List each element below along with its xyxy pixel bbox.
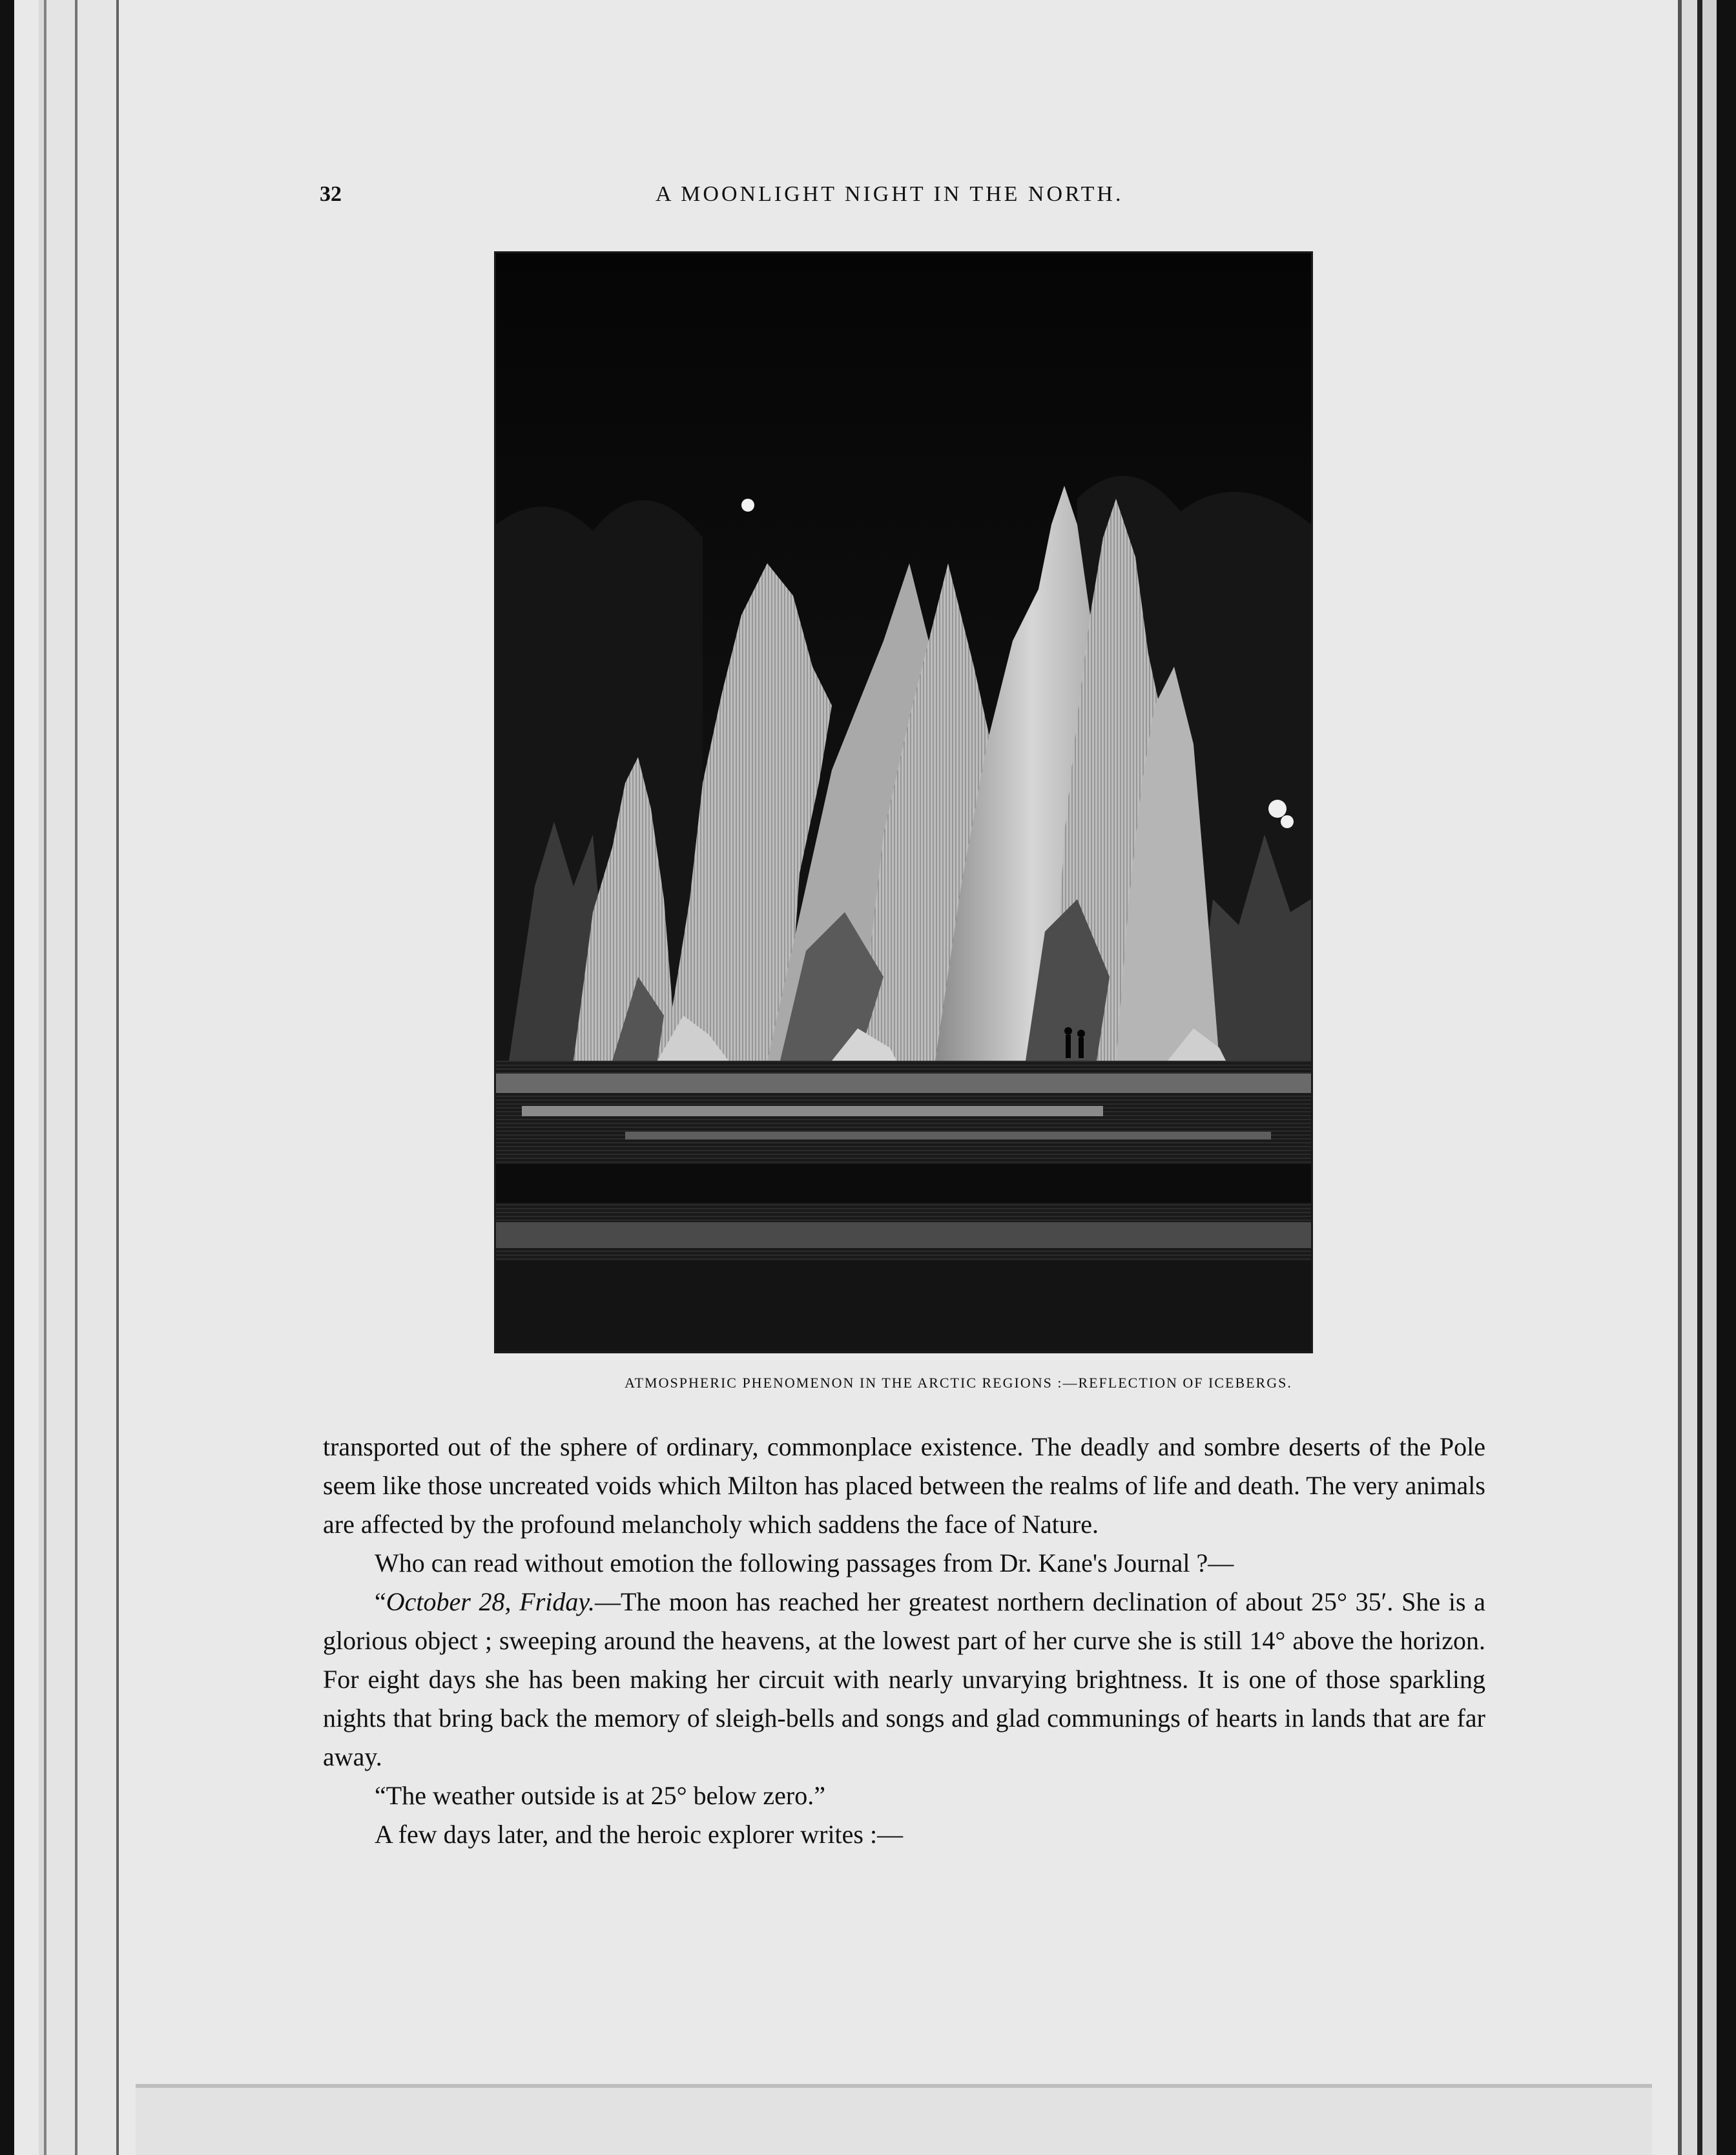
- journal-quote-paragraph: [323, 1583, 1485, 1776]
- open-quote: “: [375, 1587, 386, 1616]
- iceberg-engraving: [496, 253, 1311, 1351]
- caption-text: ATMOSPHERIC PHENOMENON IN THE ARCTIC REGIONS :—REFLECTION OF ICEBERGS.: [625, 1375, 1292, 1391]
- page-gutter: [39, 0, 136, 2155]
- running-head: [136, 182, 1652, 214]
- binding-edge: [0, 0, 14, 2155]
- running-title: A MOONLIGHT NIGHT IN THE NORTH.: [656, 182, 1124, 206]
- paragraph: transported out of the sphere of ordinary, commonplace existence. The deadly and sombre deserts of the Pole seem like those uncreated voids which Milton has placed between the realms of life and death. The very animals are affected by the profound melancholy which saddens the face of Nature.: [323, 1432, 1485, 1539]
- figure-caption: [136, 1375, 1652, 1391]
- journal-date: October 28, Friday.: [386, 1587, 595, 1616]
- paragraph: “The weather outside is at 25° below zero.”: [375, 1781, 825, 1810]
- page-number: 32: [320, 182, 342, 206]
- paragraph: A few days later, and the heroic explorer writes :—: [375, 1820, 904, 1849]
- journal-text: —The moon has reached her greatest northern declination of about 25° 35′. She is a glorious object ; sweeping around the heavens, at the lowest part of her curve she is still 14° above the horizon. For eight days she has been making her circuit with nearly unvarying brightness. It is one of those sparkling nights that bring back the memory of sleigh-bells and songs and glad communings of hearts in lands that are far away.: [323, 1587, 1485, 1771]
- right-page-edge: [1652, 0, 1736, 2155]
- iceberg-illustration: [496, 253, 1311, 1351]
- body-text: [323, 1428, 1485, 1854]
- paragraph: Who can read without emotion the following passages from Dr. Kane's Journal ?—: [375, 1548, 1234, 1577]
- book-page: [136, 0, 1652, 2155]
